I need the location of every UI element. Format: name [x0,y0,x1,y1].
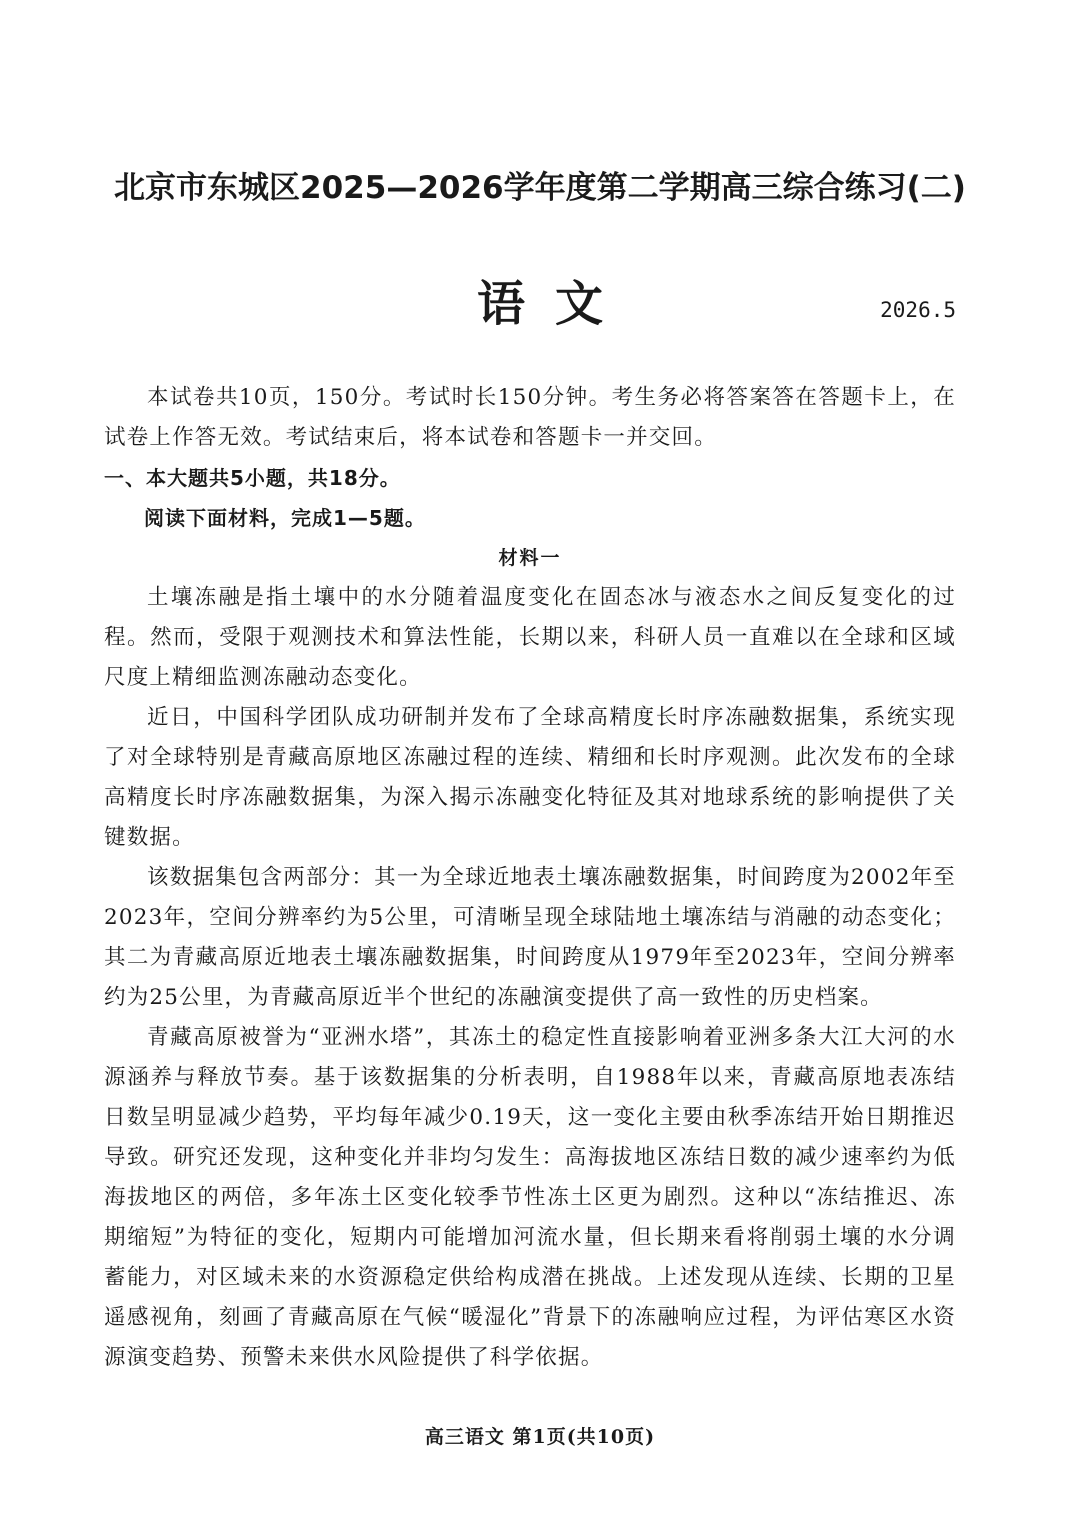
material-paragraph: 土壤冻融是指土壤中的水分随着温度变化在固态冰与液态水之间反复变化的过程。然而，受限于观测技术和算法性能，长期以来，科研人员一直难以在全球和区域尺度上精细监测冻融动态变化。 [104,585,956,690]
material-paragraph: 该数据集包含两部分：其一为全球近地表土壤冻融数据集，时间跨度为2002年至2023年，空间分辨率约为5公里，可清晰呈现全球陆地土壤冻结与消融的动态变化；其二为青藏高原近地表土壤冻融数据集，时间跨度从1979年至2023年，空间分辨率约为25公里，为青藏高原近半个世纪的冻融演变提供了高一致性的历史档案。 [104,865,956,1010]
material-paragraph: 青藏高原被誉为“亚洲水塔”，其冻土的稳定性直接影响着亚洲多条大江大河的水源涵养与释放节奏。基于该数据集的分析表明，自1988年以来，青藏高原地表冻结日数呈明显减少趋势，平均每年减少0.19天，这一变化主要由秋季冻结开始日期推迟导致。研究还发现，这种变化并非均匀发生：高海拔地区冻结日数的减少速率约为低海拔地区的两倍，多年冻土区变化较季节性冻土区更为剧烈。这种以“冻结推迟、冻期缩短”为特征的变化，短期内可能增加河流水量，但长期来看将削弱土壤的水分调蓄能力，对区域未来的水资源稳定供给构成潜在挑战。上述发现从连续、长期的卫星遥感视角，刻画了青藏高原在气候“暖湿化”背景下的冻融响应过程，为评估寒区水资源演变趋势、预警未来供水风险提供了科学依据。 [104,1025,956,1370]
subject-title: 语文 [476,276,633,332]
exam-date: 2026.5 [880,298,956,322]
material-paragraph: 近日，中国科学团队成功研制并发布了全球高精度长时序冻融数据集，系统实现了对全球特别是青藏高原地区冻融过程的连续、精细和长时序观测。此次发布的全球高精度长时序冻融数据集，为深入揭示冻融变化特征及其对地球系统的影响提供了关键数据。 [104,705,956,850]
section-heading: 一、本大题共5小题，共18分。 [104,466,401,490]
material-heading: 材料一 [498,547,562,569]
exam-title: 北京市东城区2025—2026学年度第二学期高三综合练习(二) [114,170,966,206]
exam-notice: 本试卷共10页，150分。考试时长150分钟。考生务必将答案答在答题卡上，在试卷上作答无效。考试结束后，将本试卷和答题卡一并交回。 [104,385,956,450]
exam-body [104,378,956,1378]
page-footer: 高三语文 第1页(共10页) [424,1426,656,1448]
reading-instruction: 阅读下面材料，完成1—5题。 [144,506,426,530]
